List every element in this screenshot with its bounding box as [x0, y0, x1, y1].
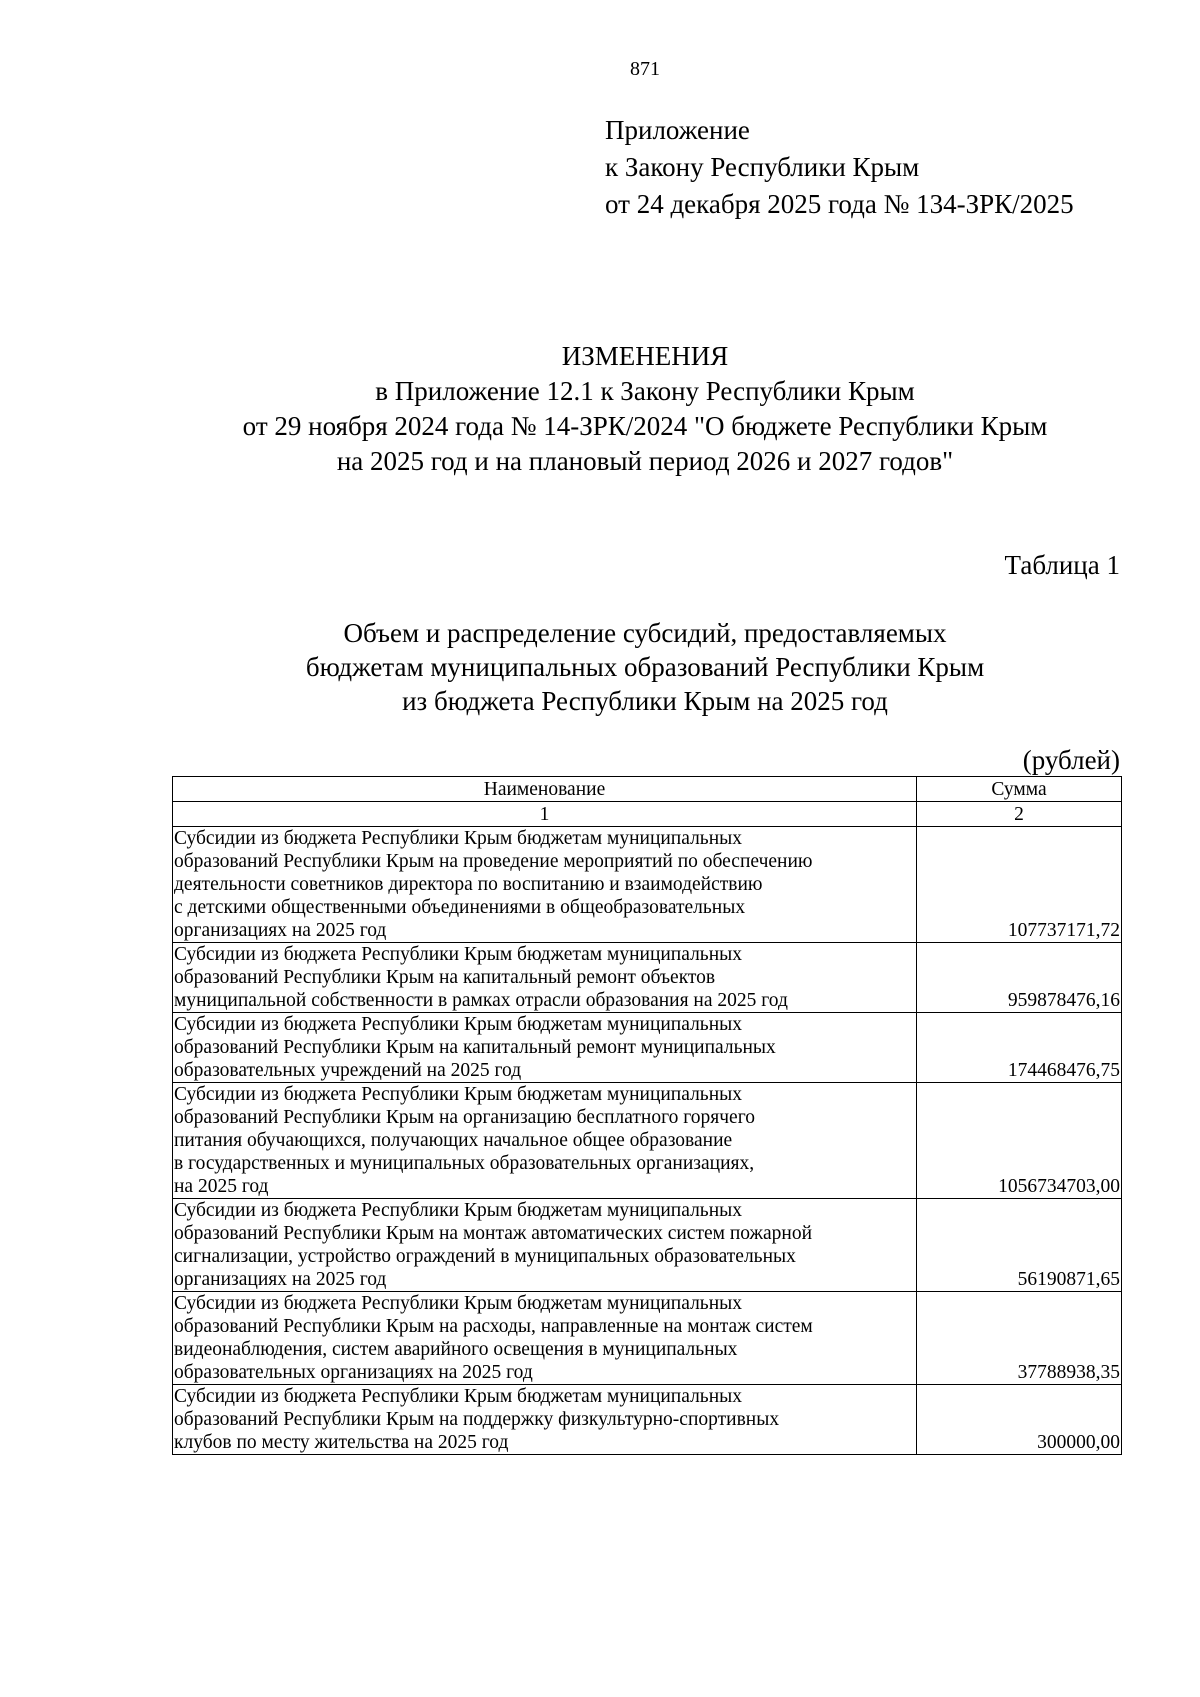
subsidy-name-cell: [173, 1013, 917, 1083]
subsidy-name-line: организациях на 2025 год: [174, 920, 387, 941]
appendix-header: [605, 112, 1074, 223]
subsidy-name-line: питания обучающихся, получающих начальное общее образование: [174, 1130, 733, 1151]
subsidy-name-line: образований Республики Крым на капитальный ремонт муниципальных: [174, 1037, 776, 1058]
table-row: [173, 943, 1122, 1013]
subsidy-sum-cell: 107737171,72: [917, 827, 1122, 943]
table-title-line: Объем и распределение субсидий, предоставляемых: [343, 618, 947, 648]
changes-line: от 29 ноября 2024 года № 14-ЗРК/2024 "О бюджете Республики Крым: [242, 411, 1048, 441]
subsidy-sum-cell: 1056734703,00: [917, 1083, 1122, 1199]
table-title: [0, 616, 1200, 718]
subsidy-name-line: видеонаблюдения, систем аварийного освещения в муниципальных: [174, 1339, 738, 1360]
units-label: (рублей): [1022, 745, 1120, 775]
subsidy-name-line: на 2025 год: [174, 1176, 269, 1197]
table-row: [173, 1385, 1122, 1455]
table-row: [173, 1013, 1122, 1083]
subsidy-name-line: образовательных учреждений на 2025 год: [174, 1060, 522, 1081]
subsidy-name-line: образований Республики Крым на поддержку физкультурно-спортивных: [174, 1409, 780, 1430]
subsidy-name-line: Субсидии из бюджета Республики Крым бюджетам муниципальных: [174, 1200, 742, 1221]
subsidy-name-cell: [173, 943, 917, 1013]
subsidy-sum-cell: 300000,00: [917, 1385, 1122, 1455]
subsidy-name-line: Субсидии из бюджета Республики Крым бюджетам муниципальных: [174, 1084, 742, 1105]
subsidy-name-line: Субсидии из бюджета Республики Крым бюджетам муниципальных: [174, 1386, 742, 1407]
subsidy-name-line: Субсидии из бюджета Республики Крым бюджетам муниципальных: [174, 944, 742, 965]
appendix-line: к Закону Республики Крым: [605, 152, 920, 182]
subsidy-name-line: образований Республики Крым на монтаж автоматических систем пожарной: [174, 1223, 813, 1244]
column-header-sum: Сумма: [917, 777, 1122, 802]
subsidy-sum-cell: 37788938,35: [917, 1292, 1122, 1385]
table-title-line: бюджетам муниципальных образований Республики Крым: [305, 652, 985, 682]
subsidy-name-line: образований Республики Крым на организацию бесплатного горячего: [174, 1107, 755, 1128]
subsidy-name-cell: [173, 827, 917, 943]
subsidy-name-line: клубов по месту жительства на 2025 год: [174, 1432, 509, 1453]
subsidy-name-line: деятельности советников директора по воспитанию и взаимодействию: [174, 874, 763, 895]
subsidy-name-line: образований Республики Крым на расходы, направленные на монтаж систем: [174, 1316, 813, 1337]
subsidy-name-cell: [173, 1292, 917, 1385]
table-title-line: из бюджета Республики Крым на 2025 год: [402, 686, 888, 716]
subsidy-name-line: образований Республики Крым на проведение мероприятий по обеспечению: [174, 851, 813, 872]
subsidies-table: [172, 776, 1122, 1455]
subsidy-name-line: образовательных организациях на 2025 год: [174, 1362, 533, 1383]
subsidy-name-line: Субсидии из бюджета Республики Крым бюджетам муниципальных: [174, 1293, 742, 1314]
column-number: 2: [917, 802, 1122, 827]
subsidy-name-line: в государственных и муниципальных образовательных организациях,: [174, 1153, 755, 1174]
table-header-row: [173, 777, 1122, 802]
subsidy-name-line: Субсидии из бюджета Республики Крым бюджетам муниципальных: [174, 1014, 742, 1035]
table-label: Таблица 1: [1004, 550, 1120, 580]
changes-title: ИЗМЕНЕНИЯ: [561, 341, 729, 371]
changes-line: в Приложение 12.1 к Закону Республики Крым: [375, 376, 915, 406]
subsidy-name-cell: [173, 1385, 917, 1455]
column-number-row: [173, 802, 1122, 827]
table-row: [173, 827, 1122, 943]
subsidy-name-cell: [173, 1199, 917, 1292]
appendix-line: от 24 декабря 2025 года № 134-ЗРК/2025: [605, 189, 1074, 219]
subsidy-sum-cell: 174468476,75: [917, 1013, 1122, 1083]
page-number: 871: [630, 58, 660, 80]
table-row: [173, 1083, 1122, 1199]
changes-heading: [0, 339, 1200, 479]
column-header-name: Наименование: [173, 777, 917, 802]
table-row: [173, 1199, 1122, 1292]
appendix-line: Приложение: [605, 115, 750, 145]
column-number: 1: [173, 802, 917, 827]
subsidy-name-cell: [173, 1083, 917, 1199]
subsidy-name-line: Субсидии из бюджета Республики Крым бюджетам муниципальных: [174, 828, 742, 849]
subsidy-sum-cell: 56190871,65: [917, 1199, 1122, 1292]
subsidy-name-line: организациях на 2025 год: [174, 1269, 387, 1290]
subsidy-name-line: образований Республики Крым на капитальный ремонт объектов: [174, 967, 716, 988]
subsidy-name-line: муниципальной собственности в рамках отрасли образования на 2025 год: [174, 990, 788, 1011]
changes-line: на 2025 год и на плановый период 2026 и 2027 годов": [336, 446, 954, 476]
table-row: [173, 1292, 1122, 1385]
subsidy-name-line: сигнализации, устройство ограждений в муниципальных образовательных: [174, 1246, 796, 1267]
subsidy-name-line: с детскими общественными объединениями в общеобразовательных: [174, 897, 746, 918]
subsidy-sum-cell: 959878476,16: [917, 943, 1122, 1013]
